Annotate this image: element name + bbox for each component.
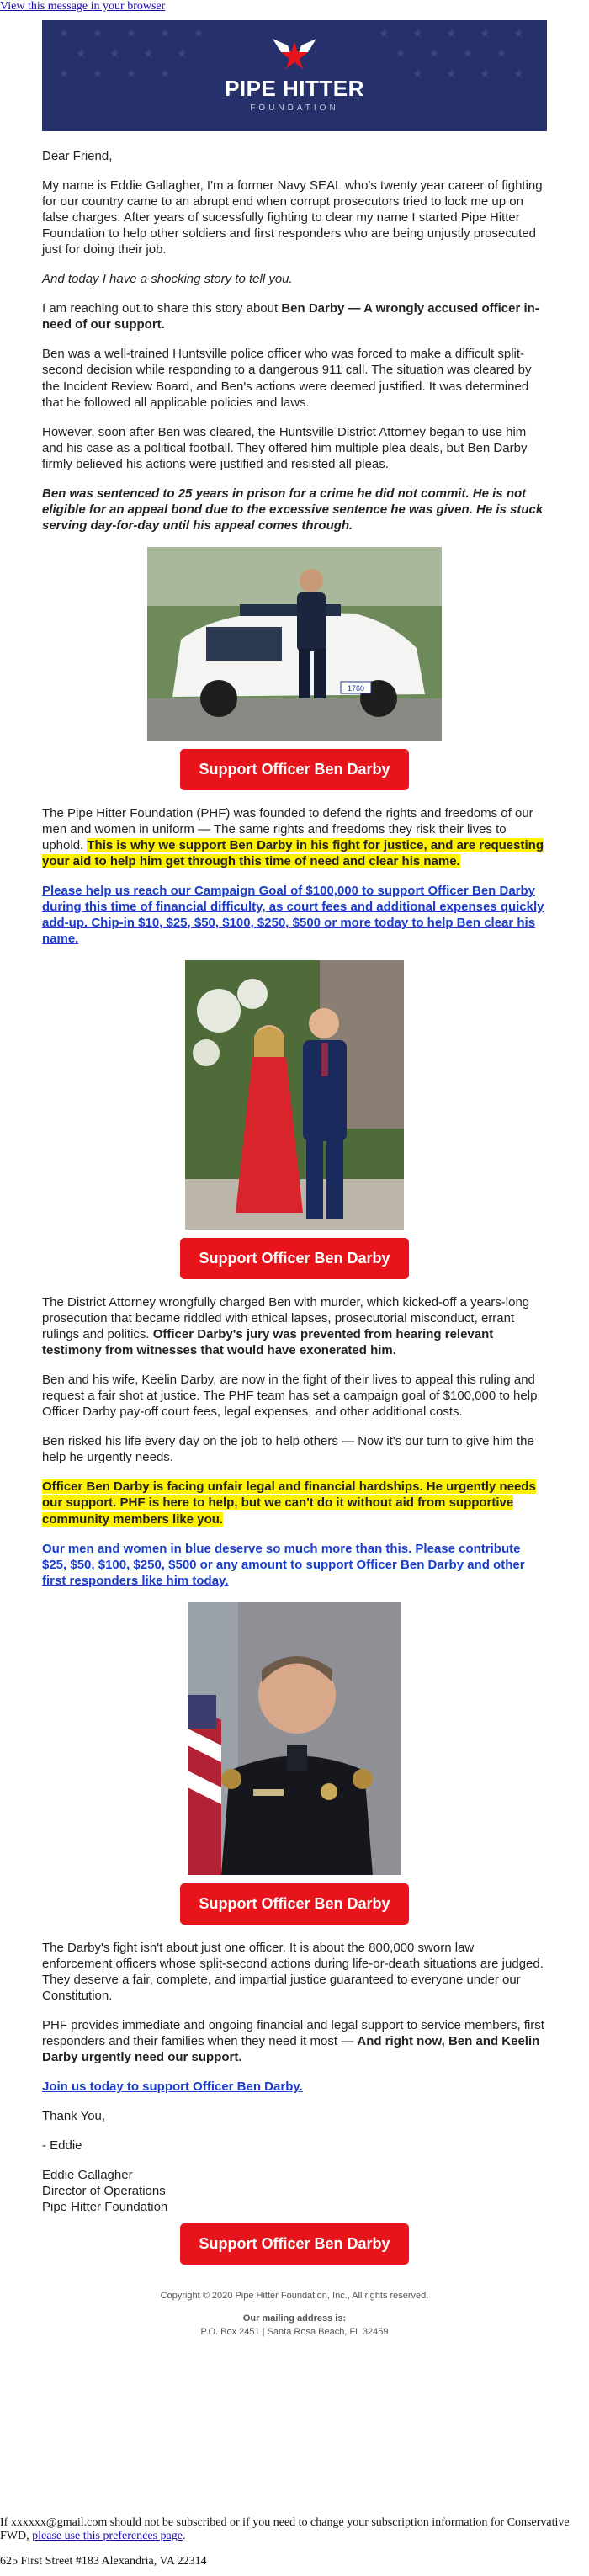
cta-wrap-2 xyxy=(42,1238,547,1279)
email-footer xyxy=(42,2290,547,2339)
contribute-link[interactable]: Our men and women in blue deserve so much more than this. Please contribute $25, $50, $100, $250, $500 or any amount to support Officer Ben Darby and other first responders like him today. xyxy=(42,1541,525,1588)
prosecution-paragraph: The District Attorney wrongfully charged Ben with murder, which kicked-off a years-long prosecution that became riddled with ethical lapses, prosecutorial misconduct, errant rulings and politics. Officer Darby's jury was prevented from hearing relevant testimony from witnesses that would have exonerated him. xyxy=(42,1294,530,1358)
jury-bold: Officer Darby's jury was prevented from hearing relevant testimony from witnesses that would have exonerated him. xyxy=(42,1327,494,1358)
hardship-paragraph xyxy=(42,1479,547,1527)
ben-keelin-photo xyxy=(147,960,442,1230)
svg-text:★: ★ xyxy=(93,66,103,80)
cta-wrap-3 xyxy=(42,1883,547,1925)
brand-subtitle: FOUNDATION xyxy=(250,104,339,113)
join-paragraph xyxy=(42,2079,547,2095)
svg-text:★: ★ xyxy=(412,26,423,40)
svg-text:★: ★ xyxy=(513,26,524,40)
officer-portrait-photo xyxy=(147,1602,442,1875)
preferences-link[interactable]: please use this preferences page xyxy=(32,2530,183,2542)
phf-support-paragraph: PHF provides immediate and ongoing financial and legal support to service members, first responders and their families when they need it most — And right now, Ben and Keelin Darby urgently need our support. xyxy=(42,2017,544,2064)
story-teaser: And today I have a shocking story to tell you. xyxy=(42,272,293,287)
cta-wrap-4 xyxy=(42,2223,547,2265)
svg-text:★: ★ xyxy=(160,26,171,40)
campaign-goal-link[interactable]: Please help us reach our Campaign Goal of $100,000 to support Officer Ben Darby during this time of financial difficulty, as court fees and additional expenses quickly add-up. Chip-in $10, $25, $50, $100, $250, $500 or more today to help Ben clear his name. xyxy=(42,883,544,947)
phf-mission-paragraph: The Pipe Hitter Foundation (PHF) was founded to defend the rights and freedoms of our men and women in uniform — The same rights and freedoms they risk their lives to uphold. This is why we support Ben Darby in his fight for justice, and are requesting your aid to help him get through this time of need and clear his name. xyxy=(42,805,544,868)
view-in-browser-link[interactable]: View this message in your browser xyxy=(0,0,166,13)
email-container xyxy=(42,20,547,2339)
contribute-paragraph xyxy=(42,1541,547,1589)
support-highlight: This is why we support Ben Darby in his fight for justice, and are requesting your aid to help him get through this time of need and clear his name. xyxy=(42,837,544,868)
mailing-label: Our mailing address is: xyxy=(242,2313,347,2324)
support-button-3[interactable]: Support Officer Ben Darby xyxy=(180,1883,408,1925)
subscription-note: If xxxxxx@gmail.com should not be subscribed or if you need to change your subscription information for Conservative FWD, please use this preferences page. xyxy=(0,2516,570,2542)
our-turn-paragraph: Ben risked his life every day on the job to help others — Now it's our turn to give him the help he urgently needs. xyxy=(42,1434,534,1465)
header-banner xyxy=(42,20,547,131)
svg-text:★: ★ xyxy=(480,26,491,40)
signature-org: Pipe Hitter Foundation xyxy=(42,2200,168,2215)
svg-text:★: ★ xyxy=(379,26,390,40)
svg-text:★: ★ xyxy=(177,46,188,60)
svg-text:★: ★ xyxy=(160,66,171,80)
urgent-need-bold: And right now, Ben and Keelin Darby urgently need our support. xyxy=(42,2033,540,2064)
postal-address: 625 First Street #183 Alexandria, VA 22314 xyxy=(0,2555,207,2568)
support-button-2[interactable]: Support Officer Ben Darby xyxy=(180,1238,408,1279)
join-link[interactable]: Join us today to support Officer Ben Darby. xyxy=(42,2079,303,2094)
svg-text:★: ★ xyxy=(463,46,474,60)
support-button-4[interactable]: Support Officer Ben Darby xyxy=(180,2223,408,2265)
fight-paragraph: The Darby's fight isn't about just one officer. It is about the 800,000 sworn law enforcement officers whose split-second actions during life-or-death situations are judged. They deserve a fair, complete, and impartial justice guaranteed to everyone under our Constitution. xyxy=(42,1940,544,2003)
officer-patrol-car-photo xyxy=(147,547,442,741)
signature-name: Eddie Gallagher xyxy=(42,2168,133,2183)
svg-text:★: ★ xyxy=(395,46,406,60)
logo xyxy=(42,34,547,113)
svg-text:★: ★ xyxy=(93,26,103,40)
svg-text:★: ★ xyxy=(429,46,440,60)
sign-off: - Eddie xyxy=(42,2138,82,2153)
thanks: Thank You, xyxy=(42,2108,106,2123)
svg-text:★: ★ xyxy=(76,46,87,60)
greeting: Dear Friend, xyxy=(42,149,113,163)
mailing-address: P.O. Box 2451 | Santa Rosa Beach, FL 32459 xyxy=(200,2326,389,2337)
cta-wrap-1 xyxy=(42,749,547,790)
copyright: Copyright © 2020 Pipe Hitter Foundation, Inc., All rights reserved. xyxy=(160,2291,429,2302)
patrol-car-badge-number: 1760 xyxy=(347,683,365,693)
svg-text:★: ★ xyxy=(194,26,204,40)
appeal-paragraph: Ben and his wife, Keelin Darby, are now in the fight of their lives to appeal this ruling and request a fair shot at justice. The PHF team has set a campaign goal of $100,000 to help Officer Darby pay-off court fees, legal expenses, and other additional costs. xyxy=(42,1373,538,1420)
reach-out-paragraph: I am reaching out to share this story about Ben Darby — A wrongly accused officer in-need of our support. xyxy=(42,301,539,332)
svg-text:★: ★ xyxy=(480,66,491,80)
intro-paragraph: My name is Eddie Gallagher, I'm a former Navy SEAL who's twenty year career of fighting for our country came to an abrupt end when corrupt prosecutors tried to lock me up on false charges. After years of sucessfully fighting to clear my name I started Pipe Hitter Foundation to help other soldiers and first responders who are being unjustly prosecuted just for doing their job. xyxy=(42,178,543,258)
accused-officer-bold: Ben Darby — A wrongly accused officer in-need of our support. xyxy=(42,301,539,332)
political-paragraph: However, soon after Ben was cleared, the Huntsville District Attorney began to use him and his case as a political football. They offered him multiple plea deals, but Ben Darby firmly believed his actions were justified and resisted all pleas. xyxy=(42,424,528,471)
svg-text:★: ★ xyxy=(59,66,70,80)
background-paragraph: Ben was a well-trained Huntsville police officer who was forced to make a difficult split-second decision while responding to a dangerous 911 call. The situation was cleared by the Incident Review Board, and Ben's actions were deemed justified. It was determined that he followed all applicable policies and laws. xyxy=(42,347,532,410)
eagle-star-icon xyxy=(269,34,320,72)
svg-text:★: ★ xyxy=(109,46,120,60)
svg-text:★: ★ xyxy=(59,26,70,40)
svg-text:★: ★ xyxy=(496,46,507,60)
brand-name: PIPE HITTER xyxy=(225,76,364,101)
signature-title: Director of Operations xyxy=(42,2184,166,2199)
support-button-1[interactable]: Support Officer Ben Darby xyxy=(180,749,408,790)
svg-text:★: ★ xyxy=(143,46,154,60)
svg-text:★: ★ xyxy=(446,66,457,80)
hardship-highlight: Officer Ben Darby is facing unfair legal and financial hardships. He urgently needs our support. PHF is here to help, but we can't do it without aid from supportive community members like you. xyxy=(42,1479,536,1527)
svg-text:★: ★ xyxy=(446,26,457,40)
signature-block xyxy=(42,2167,547,2215)
svg-text:★: ★ xyxy=(126,26,137,40)
svg-text:★: ★ xyxy=(412,66,423,80)
email-body xyxy=(42,148,547,2339)
svg-text:★: ★ xyxy=(126,66,137,80)
sentence-paragraph: Ben was sentenced to 25 years in prison for a crime he did not commit. He is not eligible for an appeal bond due to the excessive sentence he was given. He is stuck serving day-for-day until his appeal comes through. xyxy=(42,486,544,533)
svg-text:★: ★ xyxy=(513,66,524,80)
campaign-goal-paragraph xyxy=(42,883,547,947)
